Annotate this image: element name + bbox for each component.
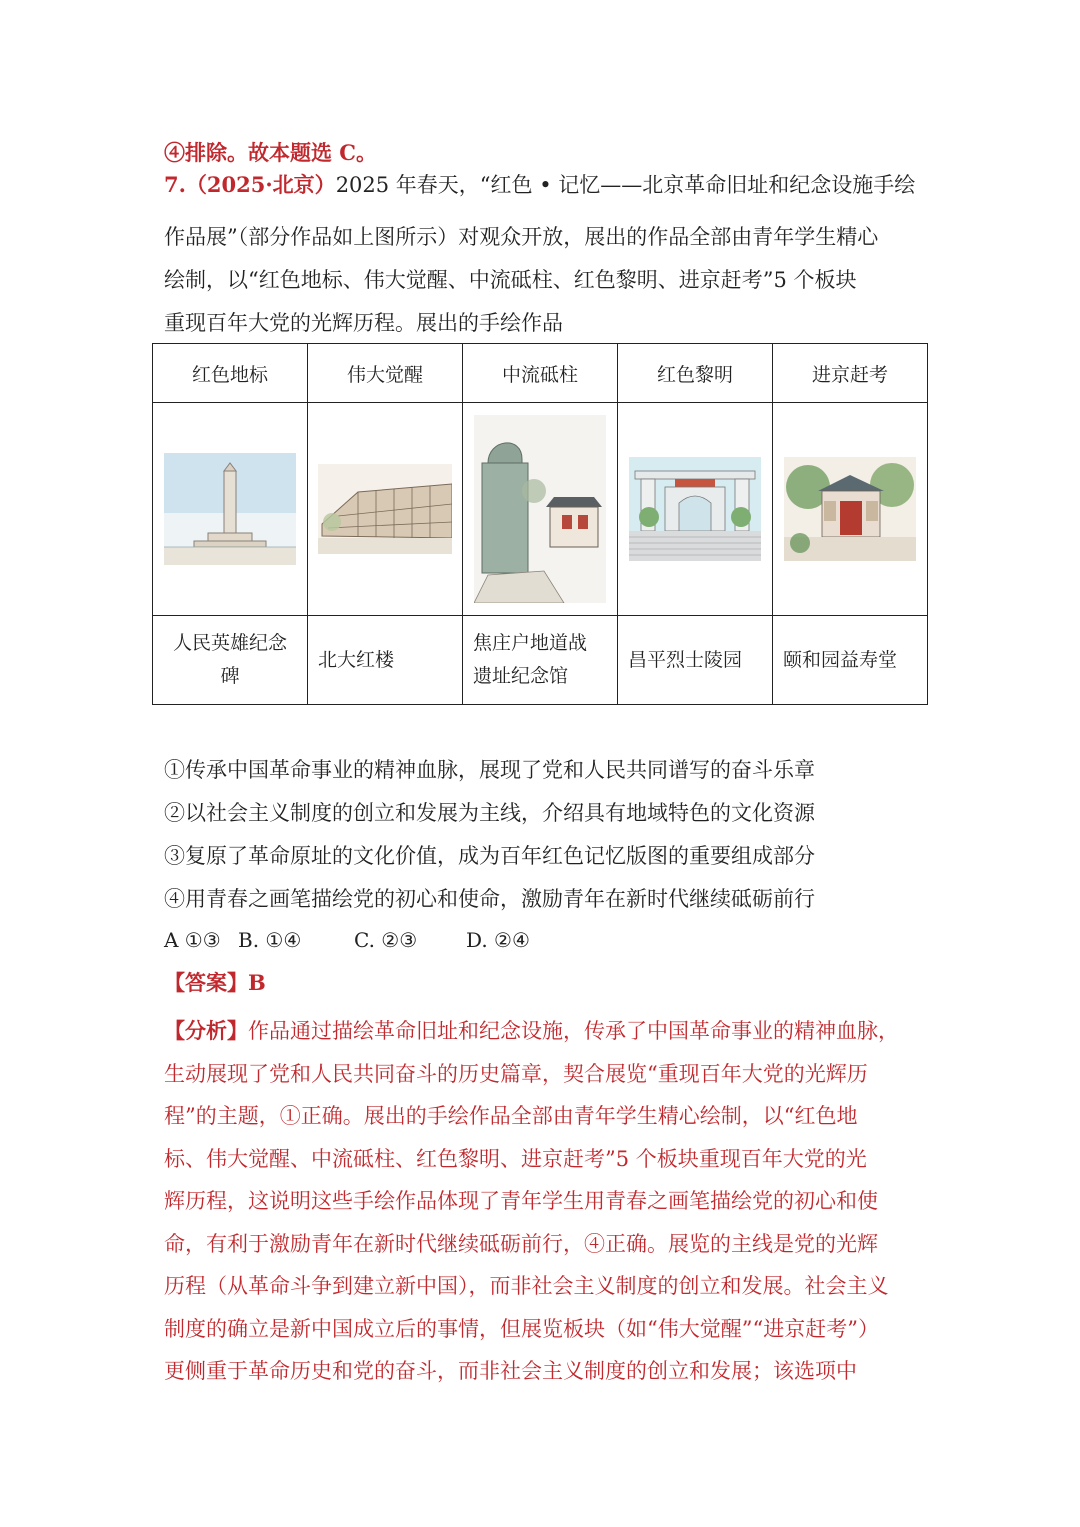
analysis-line: 程”的主题，①正确。展出的手绘作品全部由青年学生精心绘制，以“红色地: [164, 1104, 858, 1128]
answer-choices: [164, 928, 530, 952]
table-image-row: [153, 403, 928, 616]
question-line-1: 7.（2025·北京）2025 年春天，“红色 • 记忆——北京革命旧址和纪念设施手绘: [164, 172, 916, 197]
analysis-line: 制度的确立是新中国成立后的事情，但展览板块（如“伟大觉醒”“进京赶考”）: [164, 1316, 879, 1341]
option-2: ②以社会主义制度的创立和发展为主线，介绍具有地域特色的文化资源: [164, 801, 815, 825]
question-line-4: 重现百年大党的光辉历程。展出的手绘作品: [164, 311, 563, 335]
analysis-line: 【分析】作品通过描绘革命旧址和纪念设施，传承了中国革命事业的精神血脉，: [164, 1018, 899, 1043]
table-header-cell: 红色地标: [153, 344, 308, 403]
table-header-cell: 伟大觉醒: [308, 344, 463, 403]
question-line-3: 绘制，以“红色地标、伟大觉醒、中流砥柱、红色黎明、进京赶考”5 个板块: [164, 268, 857, 292]
image-cell: [463, 403, 618, 616]
table-header-cell: 红色黎明: [618, 344, 773, 403]
previous-answer-line: ④排除。故本题选 C。: [164, 140, 378, 165]
image-cell: [773, 403, 928, 616]
red-building-drawing: [318, 464, 452, 554]
analysis-line: 历程（从革命斗争到建立新中国），而非社会主义制度的创立和发展。社会主义: [164, 1274, 889, 1298]
cemetery-gate-drawing: [629, 457, 761, 561]
work-name-cell: 焦庄户地道战 遗址纪念馆: [463, 616, 618, 705]
analysis-block: [164, 1010, 924, 1393]
answer-line: [164, 968, 266, 998]
image-cell: [153, 403, 308, 616]
table-name-row: [153, 616, 928, 705]
tunnel-memorial-drawing: [474, 415, 606, 603]
works-table: [152, 343, 928, 705]
choice-b: B. ①④: [238, 928, 302, 952]
analysis-line: 命，有利于激励青年在新时代继续砥砺前行，④正确。展览的主线是党的光辉: [164, 1231, 878, 1256]
analysis-line: 生动展现了党和人民共同奋斗的历史篇章，契合展览“重现百年大党的光辉历: [164, 1061, 868, 1086]
analysis-line: 辉历程，这说明这些手绘作品体现了青年学生用青春之画笔描绘党的初心和使: [164, 1189, 878, 1213]
question-number: 7.（2025·北京）: [164, 172, 336, 197]
analysis-label: 【分析】: [164, 1018, 248, 1043]
choice-a: A ①③: [164, 928, 221, 952]
answer-value: B: [248, 970, 266, 995]
work-name-cell: 昌平烈士陵园: [618, 616, 773, 705]
option-3: ③复原了革命原址的文化价值，成为百年红色记忆版图的重要组成部分: [164, 844, 815, 868]
analysis-line: 更侧重于革命历史和党的奋斗，而非社会主义制度的创立和发展；该选项中: [164, 1359, 857, 1383]
analysis-line: 标、伟大觉醒、中流砥柱、红色黎明、进京赶考”5 个板块重现百年大党的光: [164, 1146, 867, 1171]
work-name-cell: 北大红楼: [308, 616, 463, 705]
answer-label: 【答案】: [164, 970, 248, 995]
table-header-row: [153, 344, 928, 403]
image-cell: [618, 403, 773, 616]
work-name-cell: 人民英雄纪念 碑: [153, 616, 308, 705]
work-name-cell: 颐和园益寿堂: [773, 616, 928, 705]
table-header-cell: 中流砥柱: [463, 344, 618, 403]
question-line-2: 作品展”（部分作品如上图所示）对观众开放，展出的作品全部由青年学生精心: [164, 225, 879, 249]
choice-d: D. ②④: [466, 928, 530, 952]
image-cell: [308, 403, 463, 616]
option-4: ④用青春之画笔描绘党的初心和使命，激励青年在新时代继续砥砺前行: [164, 887, 815, 911]
monument-drawing: [164, 453, 296, 565]
table-header-cell: 进京赶考: [773, 344, 928, 403]
option-1: ①传承中国革命事业的精神血脉，展现了党和人民共同谱写的奋斗乐章: [164, 758, 815, 782]
choice-c: C. ②③: [354, 928, 418, 952]
courtyard-hall-drawing: [784, 457, 916, 561]
